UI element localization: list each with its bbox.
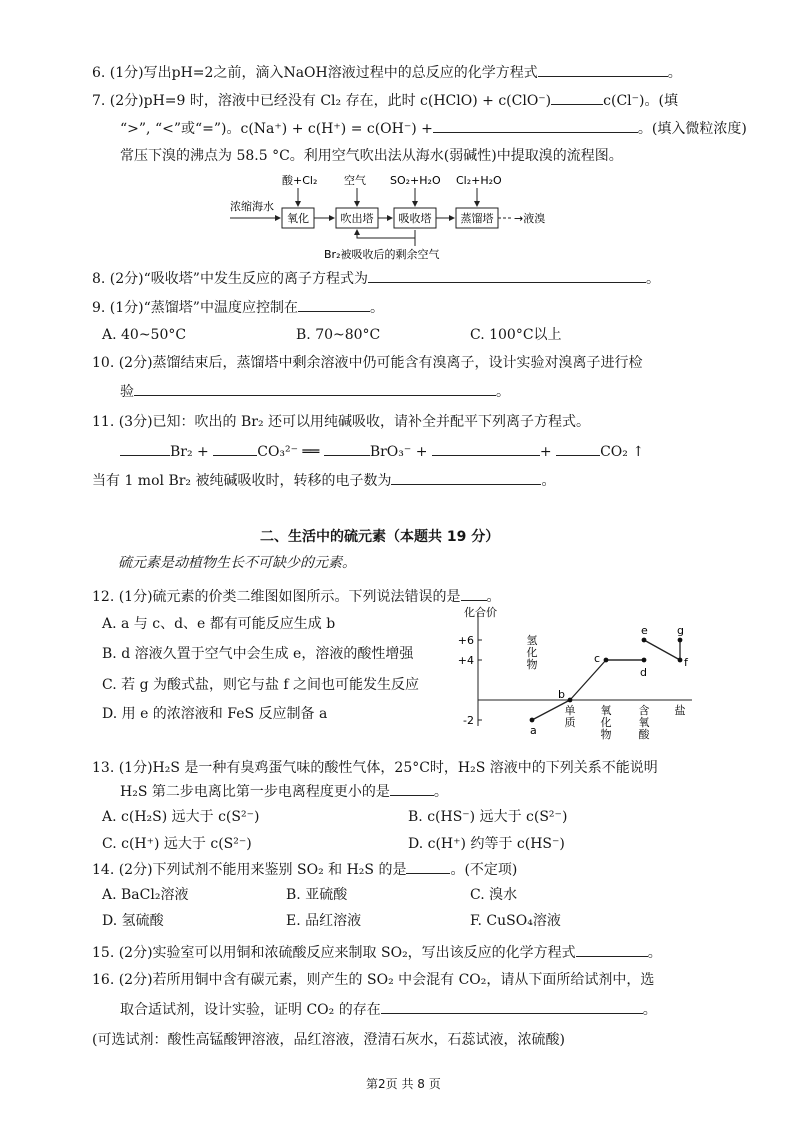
q14-answer-blank[interactable] <box>406 859 450 874</box>
point-label-c: c <box>594 652 601 665</box>
category-label: 物 <box>526 658 538 671</box>
bromine-intro: 常压下溴的沸点为 58.5 °C。利用空气吹出法从海水(弱碱性)中提取溴的流程图。 <box>120 148 623 164</box>
question-7-line2 <box>120 118 747 139</box>
q11-eq-term: + <box>539 444 552 460</box>
q13-option-c[interactable]: C. c(H⁺) 远大于 c(S²⁻) <box>102 836 252 852</box>
point-label-b: b <box>558 688 565 701</box>
q9-answer-blank[interactable] <box>298 297 370 312</box>
q11-tail: 。 <box>541 473 556 489</box>
q14-option-b[interactable]: B. 亚硫酸 <box>286 887 348 903</box>
q11-product-blank[interactable] <box>432 441 540 456</box>
point-label-f: f <box>684 656 688 669</box>
q9-option-a[interactable]: A. 40~50°C <box>102 327 187 343</box>
q10-tail: 。 <box>496 384 510 400</box>
y-tick-label: +4 <box>457 654 474 667</box>
q10-line2-text: 验 <box>120 384 134 400</box>
q10-answer-blank[interactable] <box>134 381 496 396</box>
q16-tail: 。 <box>642 1002 657 1018</box>
flow-top-label: SO₂+H₂O <box>390 174 441 187</box>
question-13-line2 <box>120 781 448 802</box>
category-label: 氧 <box>600 704 612 717</box>
question-8 <box>92 268 660 289</box>
q12-text: 12. (1分)硫元素的价类二维图如图所示。下列说法错误的是 <box>92 589 461 605</box>
point-label-e: e <box>641 624 648 637</box>
q7-line2-tail: 。(填入微粒浓度) <box>637 121 747 137</box>
q9-text: 9. (1分)“蒸馏塔”中温度应控制在 <box>92 300 298 316</box>
point-label-d: d <box>640 666 647 679</box>
section-2-intro: 硫元素是动植物生长不可缺少的元素。 <box>118 555 356 571</box>
q6-text: 6. (1分)写出pH=2之前，滴入NaOH溶液过程中的总反应的化学方程式 <box>92 65 538 81</box>
question-16-line1: 16. (2分)若所用铜中含有碳元素，则产生的 SO₂ 中会混有 CO₂，请从下面所给试剂中，选 <box>92 972 655 988</box>
q16-answer-blank[interactable] <box>381 999 643 1014</box>
question-10-line1: 10. (2分)蒸馏结束后，蒸馏塔中剩余溶液中仍可能含有溴离子，设计实验对溴离子进行检 <box>92 355 643 371</box>
category-label: 物 <box>600 728 612 741</box>
question-11-line1: 11. (3分)已知：吹出的 Br₂ 还可以用纯碱吸收，请补全并配平下列离子方程式。 <box>92 414 591 430</box>
q11-eq-term: Br₂ + <box>170 444 209 460</box>
category-label: 单 <box>564 704 576 717</box>
question-9 <box>92 297 384 318</box>
q13-line2-text: H₂S 第二步电离比第一步电离程度更小的是 <box>120 784 390 800</box>
question-6 <box>92 62 682 83</box>
category-label: 酸 <box>638 728 650 741</box>
q7-compare-blank[interactable] <box>551 90 603 105</box>
data-point-e <box>642 638 647 643</box>
series-line <box>644 640 680 660</box>
point-label-g: g <box>677 624 684 637</box>
q11-eq-term: BrO₃⁻ + <box>369 444 428 460</box>
q16-line2-text: 取合适试剂，设计实验，证明 CO₂ 的存在 <box>120 1002 381 1018</box>
q12-answer-blank[interactable] <box>461 586 487 601</box>
q6-answer-blank[interactable] <box>538 62 668 77</box>
q11-coef-bro3[interactable] <box>324 441 370 456</box>
q11-coef-br2[interactable] <box>120 441 170 456</box>
category-label: 盐 <box>674 704 686 717</box>
data-point-d <box>642 658 647 663</box>
bromine-flow-diagram <box>228 170 568 262</box>
q12-option-b[interactable]: B. d 溶液久置于空气中会生成 e，溶液的酸性增强 <box>102 646 414 662</box>
q6-tail: 。 <box>667 65 682 81</box>
q13-answer-blank[interactable] <box>390 781 434 796</box>
y-axis-label: 化合价 <box>464 606 497 619</box>
category-label: 氧 <box>638 716 650 729</box>
q15-answer-blank[interactable] <box>576 942 648 957</box>
q14-option-c[interactable]: C. 溴水 <box>470 887 518 903</box>
q16-reagents: (可选试剂：酸性高锰酸钾溶液，品红溶液，澄清石灰水，石蕊试液，浓硫酸) <box>92 1032 565 1048</box>
q8-tail: 。 <box>645 271 660 287</box>
q7-text: 7. (2分)pH=9 时，溶液中已经没有 Cl₂ 存在，此时 c(HClO) + c(ClO⁻) <box>92 93 552 109</box>
q9-option-c[interactable]: C. 100°C以上 <box>470 327 562 343</box>
q7-line2-text: “>”, “<”或“=”)。c(Na⁺) + c(H⁺) = c(OH⁻) + <box>120 121 433 137</box>
q11-electron-blank[interactable] <box>391 470 541 485</box>
q15-tail: 。 <box>647 945 662 961</box>
flow-box-label: 氧化 <box>287 212 309 225</box>
data-point-a <box>530 718 535 723</box>
y-tick-label: -2 <box>463 714 474 727</box>
flow-top-label: 酸+Cl₂ <box>282 174 318 187</box>
q12-option-c[interactable]: C. 若 g 为酸式盐，则它与盐 f 之间也可能发生反应 <box>102 677 420 693</box>
data-point-g <box>678 638 683 643</box>
category-label: 质 <box>564 716 576 729</box>
q11-line3-text: 当有 1 mol Br₂ 被纯碱吸收时，转移的电子数为 <box>92 473 392 489</box>
q13-option-a[interactable]: A. c(H₂S) 远大于 c(S²⁻) <box>102 809 260 825</box>
data-point-b <box>568 698 573 703</box>
q11-eq-term: CO₂ ↑ <box>600 444 645 460</box>
q9-option-b[interactable]: B. 70~80°C <box>296 327 381 343</box>
flow-top-label: Cl₂+H₂O <box>456 174 502 187</box>
q12-option-a[interactable]: A. a 与 c、d、e 都有可能反应生成 b <box>102 616 336 632</box>
sulfur-valence-chart <box>440 604 700 754</box>
q13-tail: 。 <box>433 784 448 800</box>
q14-text: 14. (2分)下列试剂不能用来鉴别 SO₂ 和 H₂S 的是 <box>92 862 407 878</box>
q12-option-d[interactable]: D. 用 e 的浓溶液和 FeS 反应制备 a <box>102 706 328 722</box>
q7-line1-tail: c(Cl⁻)。(填 <box>603 93 678 109</box>
category-label: 氢 <box>526 634 538 647</box>
section-2-title: 二、生活中的硫元素（本题共 19 分） <box>260 529 500 545</box>
q12-tail: 。 <box>486 589 501 605</box>
q13-option-b[interactable]: B. c(HS⁻) 远大于 c(S²⁻) <box>408 809 568 825</box>
question-7-line1 <box>92 90 678 111</box>
q11-line3 <box>92 470 555 491</box>
series-line <box>570 660 606 700</box>
q8-text: 8. (2分)“吸收塔”中发生反应的离子方程式为 <box>92 271 368 287</box>
data-point-f <box>678 658 683 663</box>
q9-tail: 。 <box>369 300 384 316</box>
q14-tail: 。(不定项) <box>450 862 518 878</box>
category-label: 含 <box>638 704 650 717</box>
flow-box-label: 蒸馏塔 <box>460 212 494 225</box>
question-14 <box>92 859 517 880</box>
flow-input: 浓缩海水 <box>230 200 274 213</box>
y-tick-label: +6 <box>457 634 474 647</box>
q14-option-a[interactable]: A. BaCl₂溶液 <box>102 887 189 903</box>
q14-option-d[interactable]: D. 氢硫酸 <box>102 913 164 929</box>
q7-particle-blank[interactable] <box>433 118 638 133</box>
question-15 <box>92 942 662 963</box>
flow-top-label: 空气 <box>344 174 366 187</box>
flow-box-label: 吸收塔 <box>398 212 432 225</box>
q11-eq-term: CO₃²⁻ ══ <box>257 444 320 460</box>
page-footer: 第2页 共 8 页 <box>366 1077 441 1091</box>
category-label: 化 <box>526 646 538 659</box>
q11-coef-co3[interactable] <box>213 441 257 456</box>
question-16-line2 <box>120 999 657 1020</box>
q15-text: 15. (2分)实验室可以用铜和浓硫酸反应来制取 SO₂，写出该反应的化学方程式 <box>92 945 576 961</box>
q14-option-f[interactable]: F. CuSO₄溶液 <box>470 913 561 929</box>
q11-equation <box>120 441 644 462</box>
question-10-line2 <box>120 381 510 402</box>
q13-option-d[interactable]: D. c(H⁺) 约等于 c(HS⁻) <box>408 836 565 852</box>
q8-answer-blank[interactable] <box>368 268 646 283</box>
question-13-line1: 13. (1分)H₂S 是一种有臭鸡蛋气味的酸性气体，25°C时，H₂S 溶液中的下列关系不能说明 <box>92 760 658 776</box>
category-label: 化 <box>600 716 612 729</box>
q11-coef-co2[interactable] <box>556 441 600 456</box>
point-label-a: a <box>530 724 537 737</box>
q14-option-e[interactable]: E. 品红溶液 <box>286 913 362 929</box>
flow-bottom-label: Br₂被吸收后的剩余空气 <box>324 248 440 261</box>
flow-box-label: 吹出塔 <box>340 212 374 225</box>
data-point-c <box>604 658 609 663</box>
flow-output: →液溴 <box>514 212 546 225</box>
